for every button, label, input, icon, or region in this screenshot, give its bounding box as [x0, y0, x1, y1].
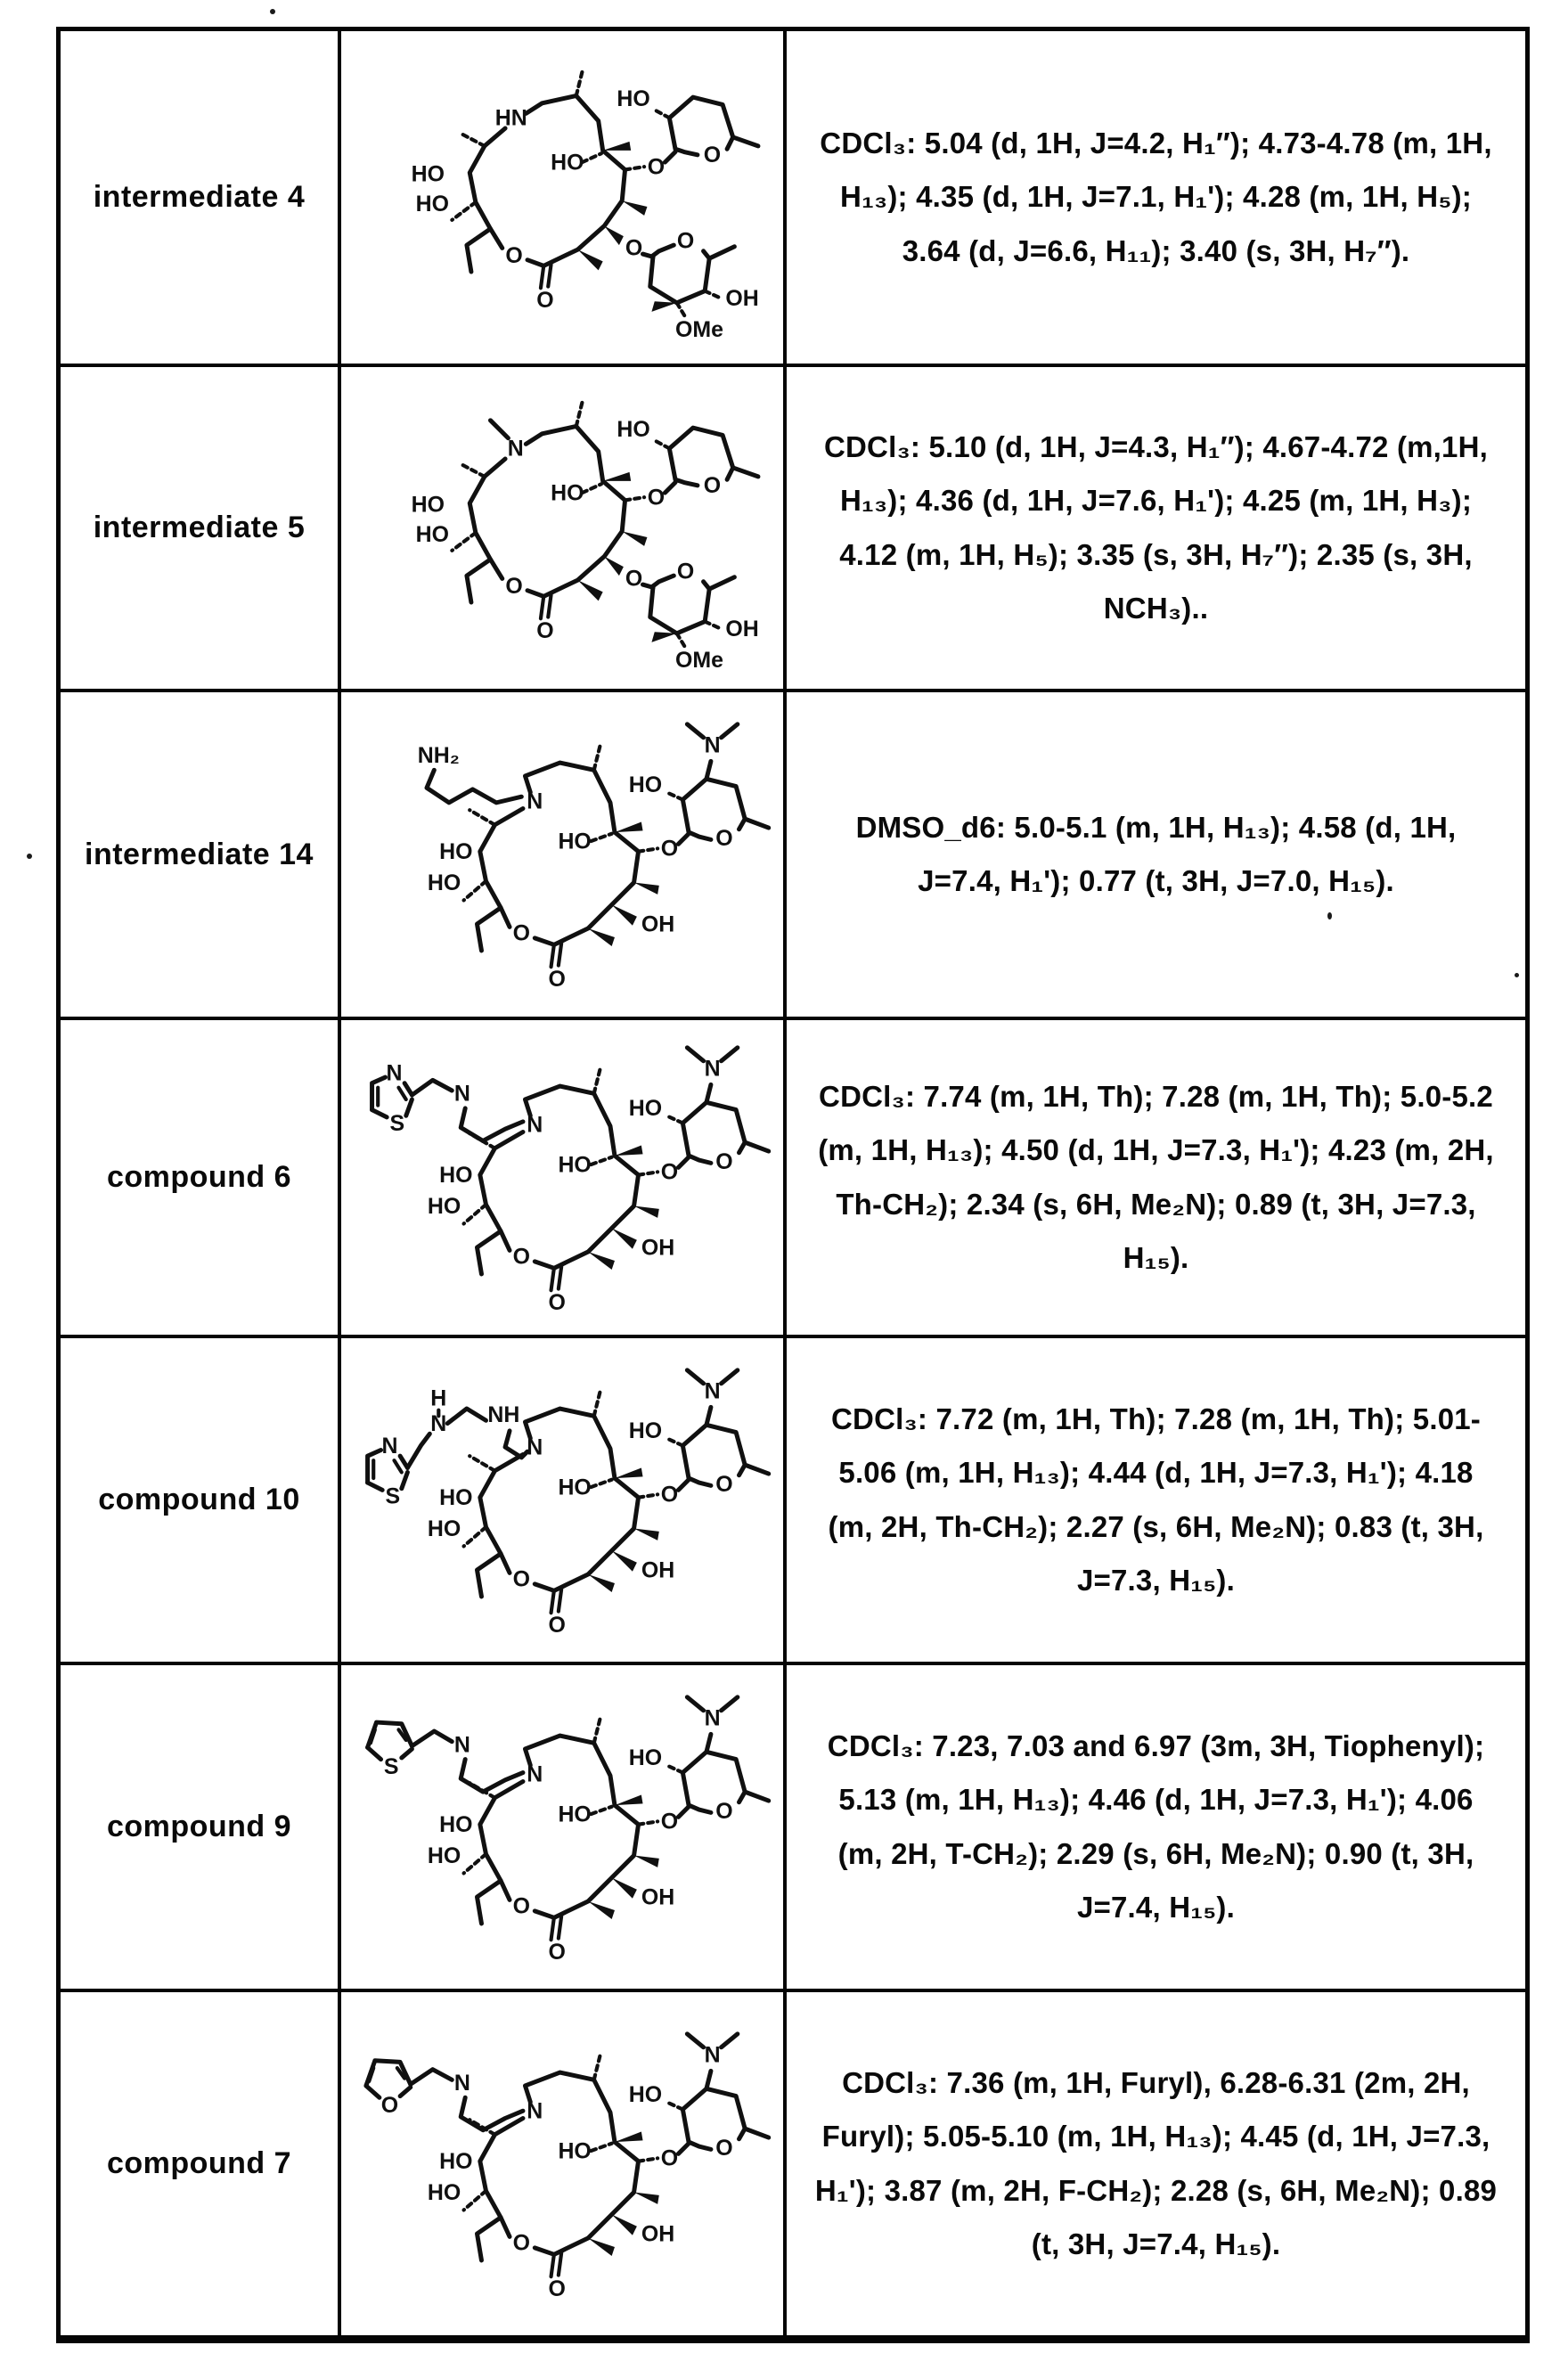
structure-cell [341, 1020, 787, 1338]
scan-speck [1515, 973, 1519, 977]
nmr-data-cell [787, 692, 1525, 1020]
nmr-text: CDCl₃: 7.74 (m, 1H, Th); 7.28 (m, 1H, Th); 5.0-5.2 (m, 1H, H₁₃); 4.50 (d, 1H, J=7.3, H₁'); 4.23 (m, 2H, Th-CH₂); 2.34 (s, 6H, Me₂N); 0.89 (t, 3H, J=7.3, H₁₅). [818, 1080, 1494, 1274]
structure-cell [341, 1665, 787, 1992]
scan-speck [27, 854, 32, 859]
scan-speck [270, 9, 275, 14]
structure-cell [341, 1992, 787, 2339]
compound-label: compound 9 [106, 1810, 292, 1843]
nmr-data-cell [787, 1338, 1525, 1665]
nmr-data-cell [787, 1665, 1525, 1992]
atom-label: N [430, 1410, 447, 1436]
atom-label: O [380, 2092, 399, 2118]
structure-compound-10 [344, 1360, 780, 1641]
atom-label: N [453, 2070, 470, 2096]
atom-label: H [430, 1385, 447, 1411]
structure-compound-9 [344, 1687, 780, 1968]
atom-label: S [383, 1753, 399, 1779]
thiazole-ring-icon [372, 1060, 412, 1135]
compound-nmr-table [56, 27, 1530, 2343]
nmr-text: DMSO_d6: 5.0-5.1 (m, 1H, H₁₃); 4.58 (d, 1H, J=7.4, H₁'); 0.77 (t, 3H, J=7.0, H₁₅). [855, 810, 1457, 897]
atom-label: N [453, 1081, 470, 1107]
atom-label: NH₂ [417, 743, 460, 769]
atom-label: N [507, 436, 524, 462]
atom-label: S [385, 1483, 401, 1508]
structure-cell [341, 692, 787, 1020]
compound-label-cell [61, 367, 341, 692]
structure-intermediate-14 [344, 714, 780, 995]
structure-cell [341, 1338, 787, 1665]
compound-label: compound 6 [106, 1160, 292, 1194]
nmr-data-cell [787, 1992, 1525, 2339]
nmr-text: CDCl₃: 7.36 (m, 1H, Furyl), 6.28-6.31 (2m, 2H, Furyl); 5.05-5.10 (m, 1H, H₁₃); 4.45 (d, 1H, J=7.3, H₁'); 3.87 (m, 2H, F-CH₂); 2.28 (s, 6H, Me₂N); 0.89 (t, 3H, J=7.4, H₁₅). [814, 2066, 1498, 2260]
compound-label: compound 10 [98, 1483, 300, 1516]
nmr-text: CDCl₃: 7.23, 7.03 and 6.97 (3m, 3H, Tiophenyl); 5.13 (m, 1H, H₁₃); 4.46 (d, 1H, J=7.3, H₁'); 4.06 (m, 2H, T-CH₂); 2.29 (s, 6H, Me₂N); 0.90 (t, 3H, J=7.4, H₁₅). [827, 1729, 1485, 1924]
compound-label: compound 7 [106, 2146, 292, 2180]
thiophene-ring-icon [368, 1722, 412, 1779]
atom-label: HN [494, 105, 527, 131]
thiazole-ring-icon [368, 1433, 408, 1508]
structure-compound-6 [344, 1037, 780, 1319]
atom-label: NH [487, 1401, 520, 1427]
structure-compound-7 [344, 2023, 780, 2305]
compound-label-cell [61, 1338, 341, 1665]
atom-label: N [453, 1731, 470, 1757]
structure-intermediate-5 [344, 380, 780, 676]
structure-cell [341, 367, 787, 692]
nmr-text: CDCl₃: 7.72 (m, 1H, Th); 7.28 (m, 1H, Th); 5.01-5.06 (m, 1H, H₁₃); 4.44 (d, 1H, J=7.3, H₁'); 4.18 (m, 2H, Th-CH₂); 2.27 (s, 6H, Me₂N); 0.83 (t, 3H, J=7.3, H₁₅). [828, 1402, 1484, 1597]
atom-label: N [386, 1059, 403, 1085]
nmr-data-cell [787, 367, 1525, 692]
compound-label-cell [61, 1665, 341, 1992]
nmr-text: CDCl₃: 5.10 (d, 1H, J=4.3, H₁″); 4.67-4.72 (m,1H, H₁₃); 4.36 (d, 1H, J=7.6, H₁'); 4.25 (m, 1H, H₃); 4.12 (m, 1H, H₅); 3.35 (s, 3H, H₇″); 2.35 (s, 3H, NCH₃).. [823, 430, 1489, 625]
nmr-text: CDCl₃: 5.04 (d, 1H, J=4.2, H₁″); 4.73-4.78 (m, 1H, H₁₃); 4.35 (d, 1H, J=7.1, H₁'); 4.28 (m, 1H, H₅); 3.64 (d, J=6.6, H₁₁); 3.40 (s, 3H, H₇″). [820, 127, 1492, 267]
compound-label-cell [61, 31, 341, 367]
nmr-data-cell [787, 1020, 1525, 1338]
compound-label-cell [61, 1992, 341, 2339]
furan-ring-icon [366, 2060, 411, 2117]
compound-label-cell [61, 692, 341, 1020]
structure-cell [341, 31, 787, 367]
scan-speck [1327, 912, 1332, 919]
compound-label: intermediate 14 [85, 837, 314, 871]
structure-intermediate-4 [344, 50, 780, 346]
compound-label: intermediate 5 [93, 511, 306, 544]
compound-label: intermediate 4 [93, 180, 306, 214]
atom-label: S [389, 1110, 405, 1136]
nmr-data-cell [787, 31, 1525, 367]
compound-label-cell [61, 1020, 341, 1338]
atom-label: N [381, 1433, 398, 1459]
